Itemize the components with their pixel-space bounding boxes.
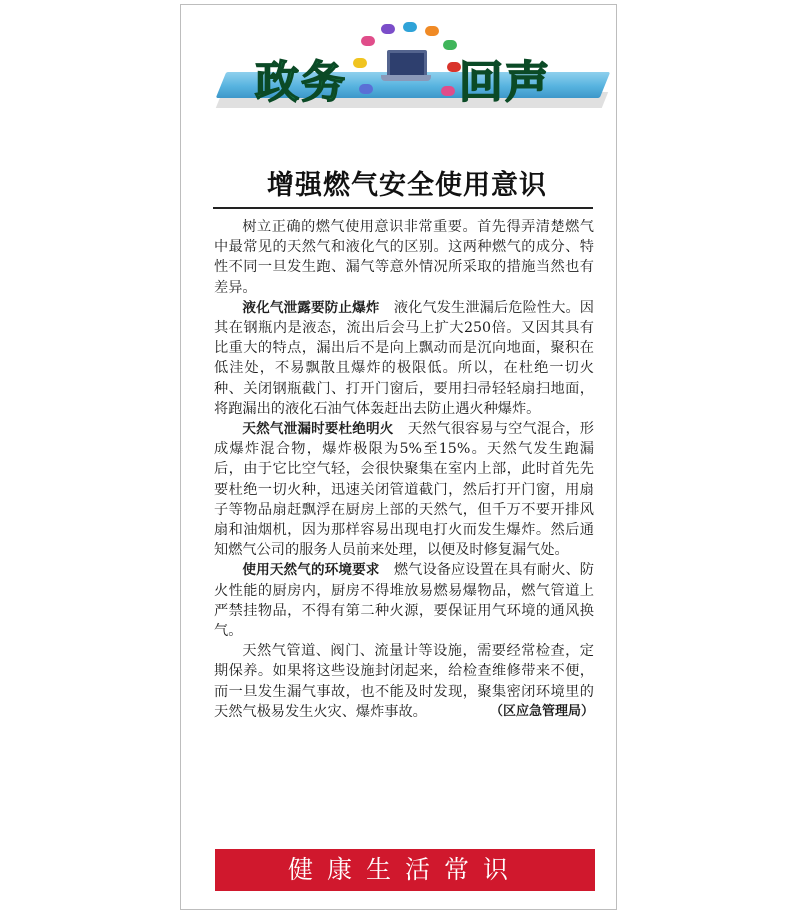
cloud-icon [353, 58, 367, 68]
title-divider [213, 207, 593, 209]
column-banner [213, 22, 605, 118]
cloud-icon [361, 36, 375, 46]
article-section [214, 560, 594, 641]
section-heading: 液化气泄露要防止爆炸 [242, 299, 380, 316]
section-text: 燃气设备应设置在具有耐火、防火性能的厨房内，厨房不得堆放易燃易爆物品，燃气管道上严禁挂物品，不得有第二种火源，要保证用气环境的通风换气。 [214, 562, 594, 640]
section-heading: 天然气泄漏时要杜绝明火 [242, 421, 394, 438]
article-closing: 天然气管道、阀门、流量计等设施，需要经常检查，定期保养。如果将这些设施封闭起来，给检查维修带来不便，而一旦发生漏气事故，也不能及时发现，聚集密闭环境里的天然气极易发生火灾、爆炸事故。 [214, 643, 594, 720]
cloud-icon [441, 86, 455, 96]
article-source: （区应急管理局） [489, 704, 594, 720]
article-body [214, 217, 594, 722]
column-footer-banner: 健康生活常识 [215, 849, 595, 891]
banner-left-text: 政务 [255, 57, 347, 108]
banner-right-text: 回声 [459, 57, 551, 108]
article-title: 增强燃气安全使用意识 [267, 170, 547, 201]
cloud-icon [381, 24, 395, 34]
cloud-icon [425, 26, 439, 36]
cloud-icon [403, 22, 417, 32]
article-section [214, 419, 594, 560]
cloud-icon [359, 84, 373, 94]
article-intro: 树立正确的燃气使用意识非常重要。首先得弄清楚燃气中最常见的天然气和液化气的区别。这两种燃气的成分、特性不同一旦发生跑、漏气等意外情况所采取的措施当然也有差异。 [214, 219, 594, 296]
section-text: 液化气发生泄漏后危险性大。因其在钢瓶内是液态，流出后会马上扩大250倍。又因其具有比重大的特点，漏出后不是向上飘动而是沉向地面，聚积在低洼处，不易飘散且爆炸的极限低。所以，在杜绝一切火种、关闭钢瓶截门、打开门窗后，要用扫帚轻轻扇扫地面，将跑漏出的液化石油气体轰赶出去防止遇火种爆炸。 [214, 299, 594, 417]
cloud-icon [443, 40, 457, 50]
laptop-base-icon [381, 75, 431, 81]
laptop-cloud-icon [351, 22, 461, 118]
section-heading: 使用天然气的环境要求 [242, 562, 380, 579]
section-text: 天然气很容易与空气混合，形成爆炸混合物，爆炸极限为5%至15%。天然气发生跑漏后，由于它比空气轻，会很快聚集在室内上部，此时首先先要杜绝一切火种，迅速关闭管道截门，然后打开门窗，用扇子等物品扇赶飘浮在厨房上部的天然气，但千万不要开排风扇和油烟机，因为那样容易出现电打火而发生爆炸。然后通知燃气公司的服务人员前来处理，以便及时修复漏气处。 [214, 421, 594, 559]
article-section [214, 298, 594, 419]
